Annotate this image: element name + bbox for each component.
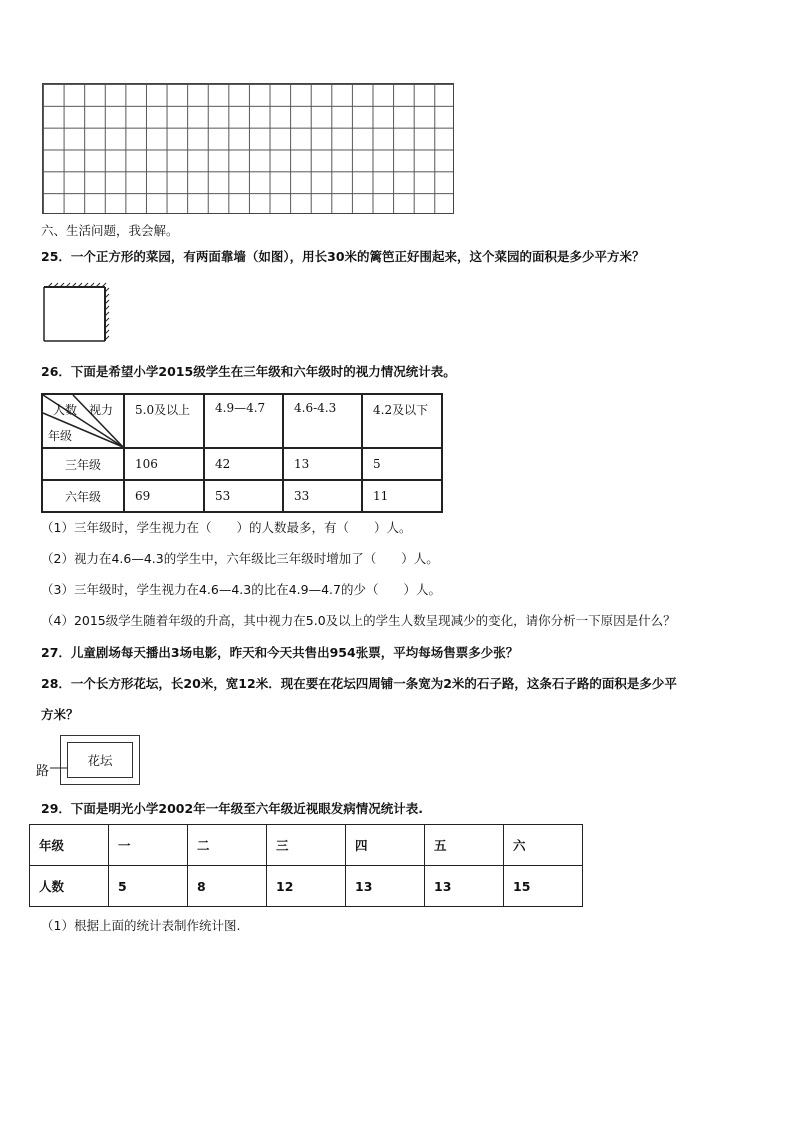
question-29: [41, 801, 423, 817]
column-header: 4.9—4.7: [204, 394, 283, 448]
table-cell: 三: [267, 825, 346, 866]
table-cell: 15: [504, 866, 583, 907]
question-number: 28．: [41, 676, 71, 691]
question-27: [41, 645, 518, 661]
table-cell: 五: [425, 825, 504, 866]
row-label: 六年级: [42, 480, 124, 512]
question-25: [41, 249, 645, 265]
table-cell: 12: [267, 866, 346, 907]
table-cell: 六: [504, 825, 583, 866]
subquestion-2: （2）视力在4.6—4.3的学生中，六年级比三年级时增加了（ ）人。: [41, 551, 439, 566]
table-row: [30, 825, 583, 866]
table-cell: 106: [124, 448, 204, 480]
question-text: 下面是希望小学2015级学生在三年级和六年级时的视力情况统计表。: [70, 364, 456, 379]
column-header: 5.0及以上: [124, 394, 204, 448]
subquestion-3: （3）三年级时，学生视力在4.6—4.3的比在4.9—4.7的少（ ）人。: [41, 582, 441, 597]
table-row: [42, 448, 442, 480]
square-garden-figure: [42, 282, 112, 344]
column-header: 4.2及以下: [362, 394, 442, 448]
table-row: [42, 480, 442, 512]
subquestion-4: （4）2015级学生随着年级的升高，其中视力在5.0及以上的学生人数呈现减少的变化，请你分析一下原因是什么？: [41, 613, 676, 628]
table-cell: 5: [362, 448, 442, 480]
table-cell: 13: [346, 866, 425, 907]
table-cell: 二: [188, 825, 267, 866]
question-number: 27．: [41, 645, 71, 660]
table-cell: 5: [109, 866, 188, 907]
question-number: 26．: [41, 364, 71, 379]
table-cell: 四: [346, 825, 425, 866]
flowerbed-label: 花坛: [87, 753, 113, 768]
myopia-table: [29, 824, 583, 907]
subquestion-29-1: （1）根据上面的统计表制作统计图.: [41, 918, 241, 933]
diagonal-header-top: 人数 视力: [53, 403, 114, 417]
table-row: [30, 866, 583, 907]
section-title: 六、生活问题，我会解。: [41, 223, 179, 238]
road-label: 路: [36, 764, 50, 779]
row-label: 年级: [30, 825, 109, 866]
question-text: 一个正方形的菜园，有两面靠墙（如图），用长30米的篱笆正好围起来，这个菜园的面积是多少平方米？: [70, 249, 645, 264]
road-pointer-line: [50, 764, 70, 772]
diagonal-header-cell: [42, 394, 124, 448]
diagonal-header-bottom: 年级: [48, 429, 73, 443]
column-header: 4.6-4.3: [283, 394, 362, 448]
question-text: 下面是明光小学2002年一年级至六年级近视眼发病情况统计表.: [70, 801, 423, 816]
question-text: 一个长方形花坛，长20米，宽12米．现在要在花坛四周铺一条宽为2米的石子路，这条石子路的面积是多少平: [70, 676, 677, 691]
table-cell: 33: [283, 480, 362, 512]
question-number: 25．: [41, 249, 71, 264]
table-cell: 一: [109, 825, 188, 866]
table-cell: 42: [204, 448, 283, 480]
question-26: [41, 364, 456, 380]
grid-paper: [42, 83, 454, 214]
table-cell: 11: [362, 480, 442, 512]
table-cell: 69: [124, 480, 204, 512]
vision-table: [41, 393, 443, 513]
question-28: [41, 676, 677, 692]
table-cell: 53: [204, 480, 283, 512]
table-cell: 13: [283, 448, 362, 480]
subquestion-1: （1）三年级时，学生视力在（ ）的人数最多，有（ ）人。: [41, 520, 412, 535]
table-cell: 13: [425, 866, 504, 907]
row-label: 三年级: [42, 448, 124, 480]
question-28-continued: 方米？: [41, 707, 79, 722]
table-cell: 8: [188, 866, 267, 907]
question-text: 儿童剧场每天播出3场电影，昨天和今天共售出954张票，平均每场售票多少张？: [70, 645, 519, 660]
row-label: 人数: [30, 866, 109, 907]
flowerbed-inner-rect: [67, 742, 133, 778]
question-number: 29．: [41, 801, 71, 816]
